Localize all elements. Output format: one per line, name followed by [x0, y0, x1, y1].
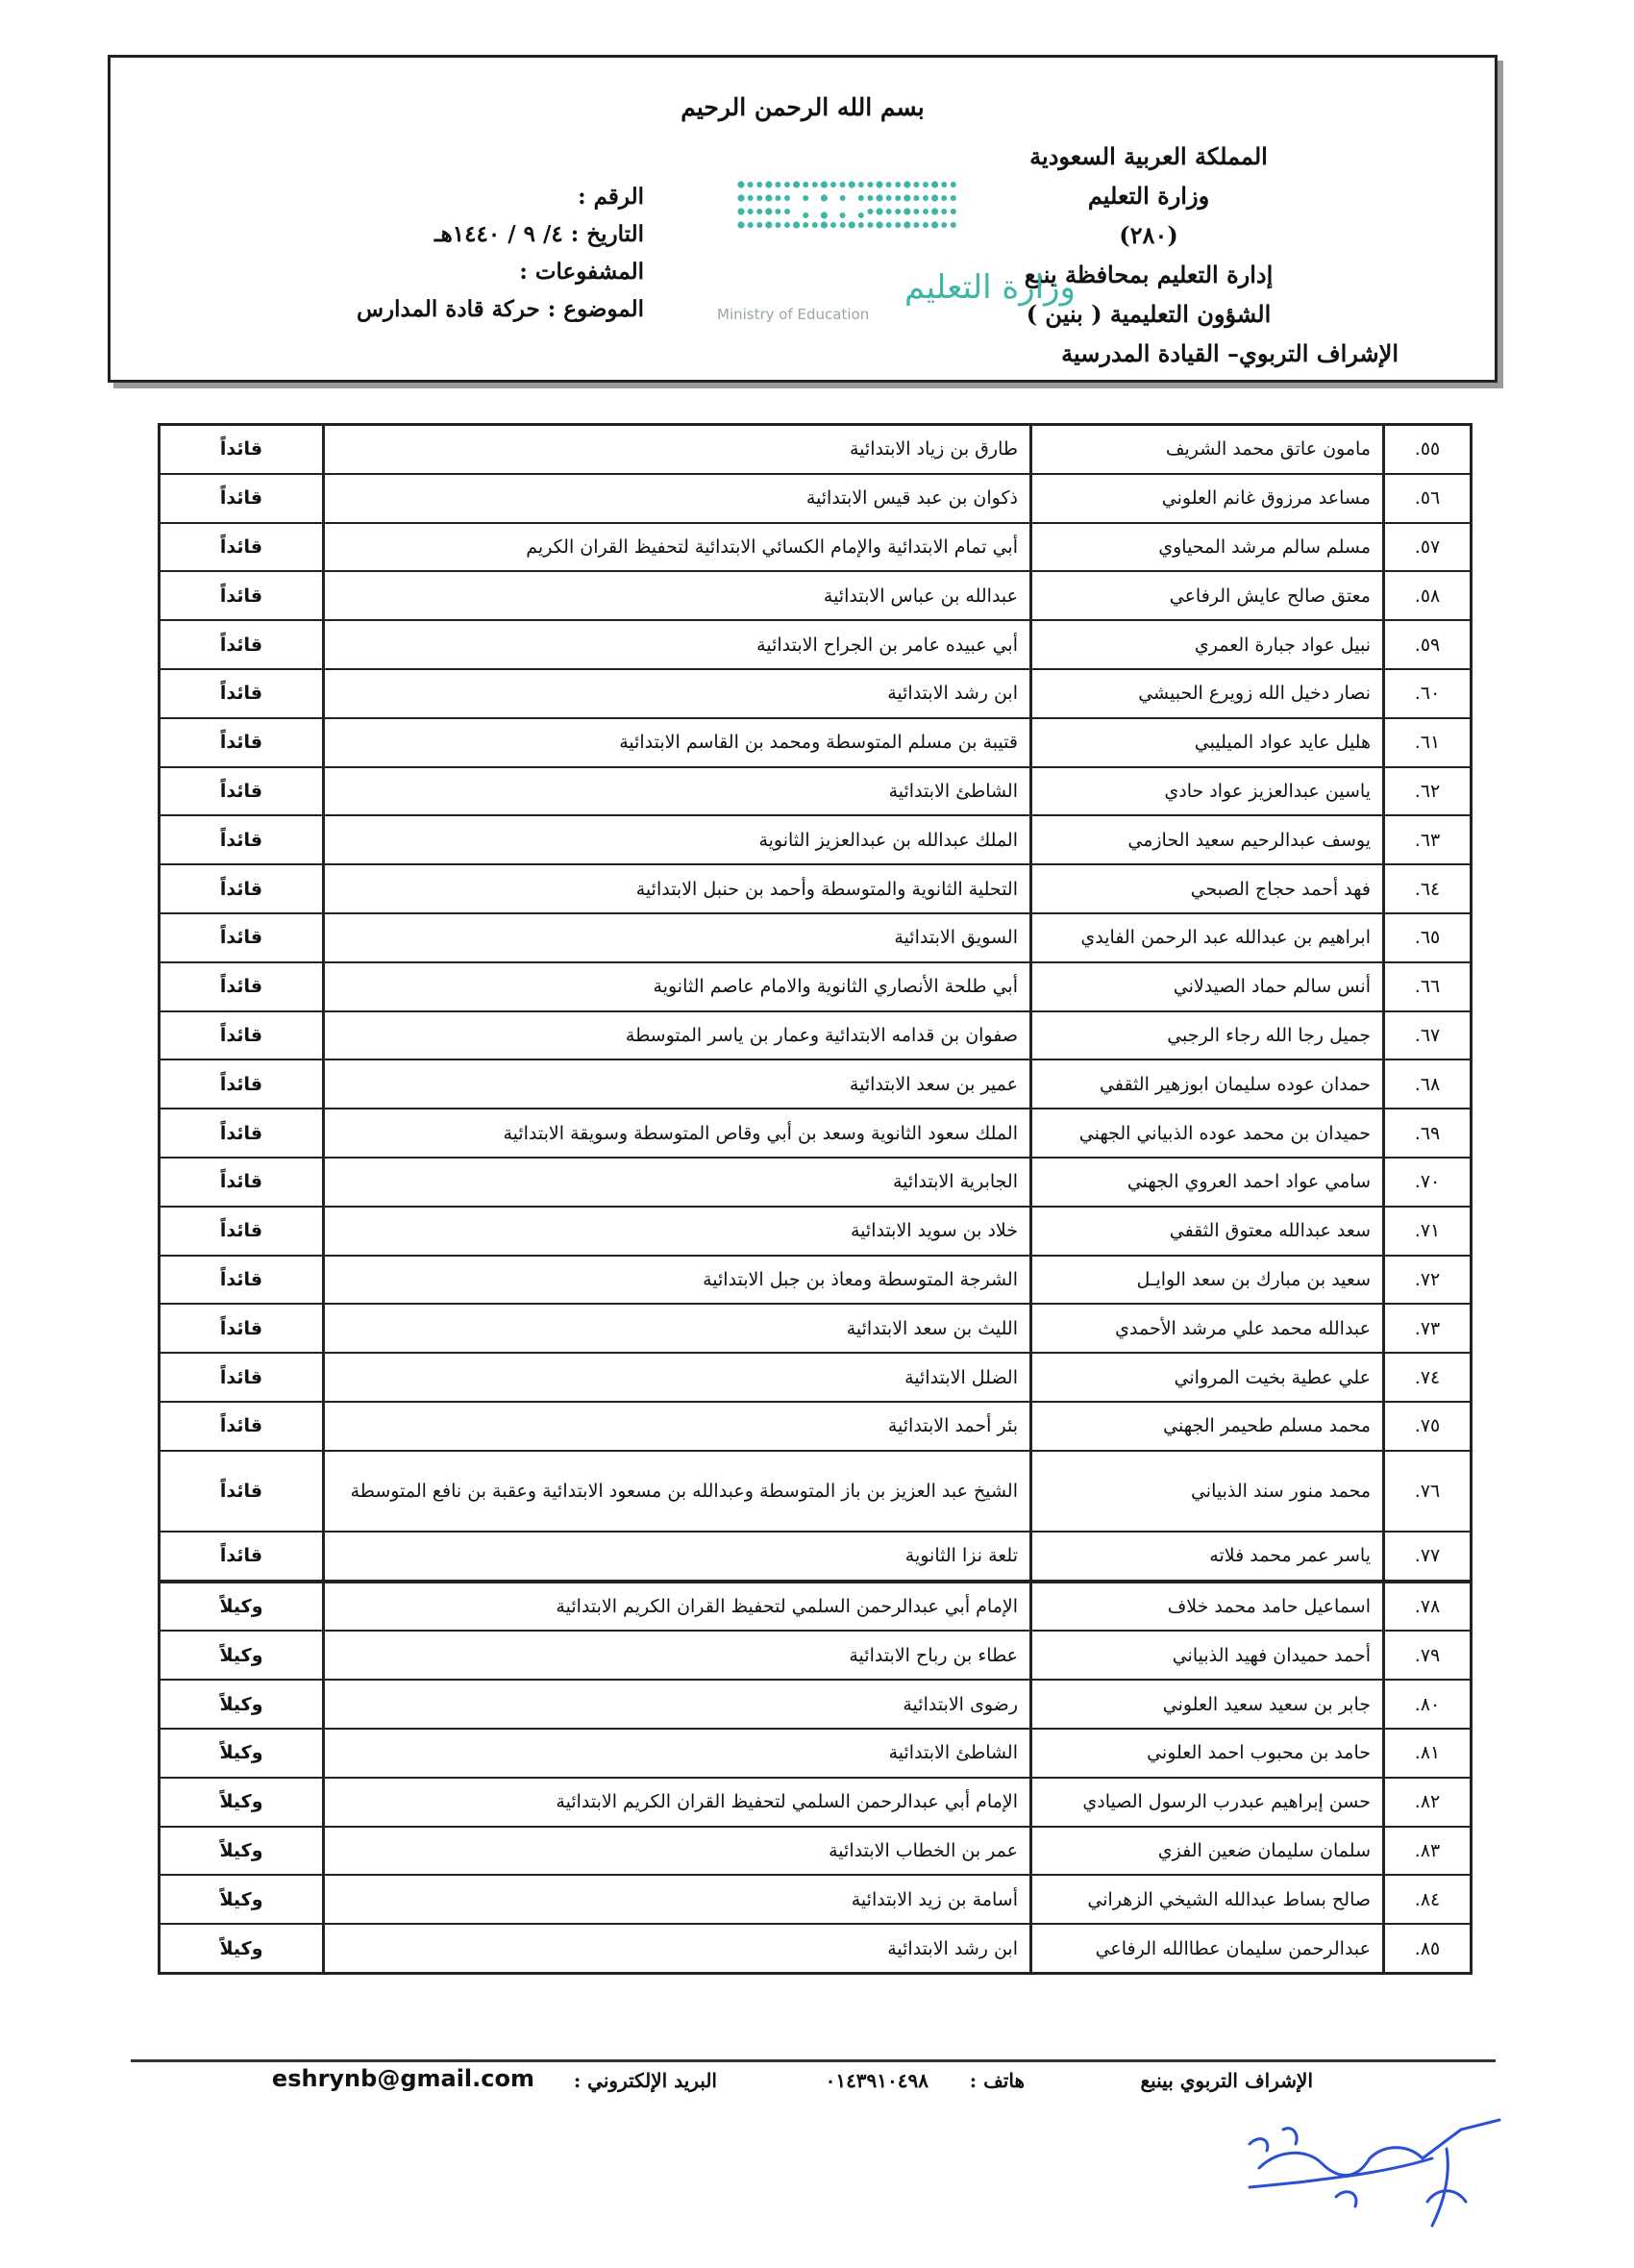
school-name: أبي طلحة الأنصاري الثانوية والامام عاصم الثانوية: [324, 962, 1031, 1011]
ref-attachments: المشفوعات :: [519, 259, 644, 285]
row-number: ٥٥.: [1384, 425, 1472, 474]
leader-name: أحمد حميدان فهيد الذبياني: [1031, 1631, 1384, 1680]
org-line-dept: الإشراف التربوي– القيادة المدرسية: [1061, 339, 1399, 367]
leader-name: أنس سالم حماد الصيدلاني: [1031, 962, 1384, 1011]
leader-name: اسماعيل حامد محمد خلاف: [1031, 1582, 1384, 1632]
leader-name: جابر بن سعيد سعيد العلوني: [1031, 1680, 1384, 1729]
school-name: الملك سعود الثانوية وسعد بن أبي وقاص المتوسطة وسويقة الابتدائية: [324, 1109, 1031, 1158]
table-row: [160, 1680, 1472, 1729]
role: وكيلاً: [160, 1827, 324, 1876]
table-row: [160, 523, 1472, 572]
leader-name: مامون عاتق محمد الشريف: [1031, 425, 1384, 474]
school-name: عمير بن سعد الابتدائية: [324, 1059, 1031, 1109]
role: قائداً: [160, 1207, 324, 1256]
table-row: [160, 962, 1472, 1011]
school-name: أبي عبيده عامر بن الجراح الابتدائية: [324, 620, 1031, 669]
org-line-directorate: إدارة التعليم بمحافظة ينبع: [1024, 261, 1274, 288]
role: قائداً: [160, 1532, 324, 1582]
row-number: ٦٠.: [1384, 669, 1472, 718]
leader-name: محمد مسلم طحيمر الجهني: [1031, 1402, 1384, 1451]
school-name: ابن رشد الابتدائية: [324, 669, 1031, 718]
leader-name: نبيل عواد جبارة العمري: [1031, 620, 1384, 669]
leader-name: معتق صالح عايش الرفاعي: [1031, 571, 1384, 620]
table-row: [160, 815, 1472, 864]
role: وكيلاً: [160, 1680, 324, 1729]
row-number: ٨٣.: [1384, 1827, 1472, 1876]
role: قائداً: [160, 962, 324, 1011]
role: قائداً: [160, 474, 324, 523]
table-row: [160, 767, 1472, 816]
table-row: [160, 1924, 1472, 1973]
school-name: عمر بن الخطاب الابتدائية: [324, 1827, 1031, 1876]
org-line-affairs: الشؤون التعليمية ( بنين ): [1026, 300, 1272, 328]
role: قائداً: [160, 1011, 324, 1060]
role: وكيلاً: [160, 1875, 324, 1924]
role: قائداً: [160, 1158, 324, 1207]
row-number: ٥٨.: [1384, 571, 1472, 620]
logo-arabic: وزارة التعليم: [904, 268, 1076, 307]
handwritten-signature: [1192, 2091, 1509, 2235]
row-number: ٥٧.: [1384, 523, 1472, 572]
ministry-logo: [616, 175, 1076, 323]
school-name: الجابرية الابتدائية: [324, 1158, 1031, 1207]
table-row: [160, 718, 1472, 767]
row-number: ٦٣.: [1384, 815, 1472, 864]
leader-name: عبدالرحمن سليمان عطاالله الرفاعي: [1031, 1924, 1384, 1973]
leader-name: سامي عواد احمد العروي الجهني: [1031, 1158, 1384, 1207]
school-name: خلاد بن سويد الابتدائية: [324, 1207, 1031, 1256]
footer-email[interactable]: eshrynb@gmail.com: [271, 2065, 534, 2092]
role: قائداً: [160, 1451, 324, 1532]
school-name: ابن رشد الابتدائية: [324, 1924, 1031, 1973]
table-row: [160, 1778, 1472, 1827]
row-number: ٦٩.: [1384, 1109, 1472, 1158]
footer-email-label: البريد الإلكتروني :: [573, 2069, 717, 2092]
role: وكيلاً: [160, 1631, 324, 1680]
school-name: الملك عبدالله بن عبدالعزيز الثانوية: [324, 815, 1031, 864]
row-number: ٧٣.: [1384, 1304, 1472, 1353]
ref-number: الرقم :: [578, 184, 644, 210]
footer: [131, 2065, 1313, 2104]
row-number: ٧٠.: [1384, 1158, 1472, 1207]
school-name: تلعة نزا الثانوية: [324, 1532, 1031, 1582]
school-name: الشاطئ الابتدائية: [324, 767, 1031, 816]
logo-dots-icon: [737, 181, 955, 228]
table-row: [160, 474, 1472, 523]
leader-name: يوسف عبدالرحيم سعيد الحازمي: [1031, 815, 1384, 864]
school-name: بئر أحمد الابتدائية: [324, 1402, 1031, 1451]
role: قائداً: [160, 571, 324, 620]
org-line-country: المملكة العربية السعودية: [1029, 142, 1268, 170]
role: قائداً: [160, 913, 324, 962]
leader-name: سعد عبدالله معتوق الثقفي: [1031, 1207, 1384, 1256]
table-row: [160, 571, 1472, 620]
school-name: الضلل الابتدائية: [324, 1353, 1031, 1402]
role: قائداً: [160, 718, 324, 767]
leader-name: ياسر عمر محمد فلاته: [1031, 1532, 1384, 1582]
school-name: الإمام أبي عبدالرحمن السلمي لتحفيظ القران الكريم الابتدائية: [324, 1582, 1031, 1632]
table-row: [160, 1304, 1472, 1353]
role: قائداً: [160, 1304, 324, 1353]
role: قائداً: [160, 1256, 324, 1305]
leaders-table: [158, 423, 1473, 1975]
table-row: [160, 913, 1472, 962]
row-number: ٥٩.: [1384, 620, 1472, 669]
ref-block: [279, 178, 644, 328]
leader-name: فهد أحمد حجاج الصبحي: [1031, 864, 1384, 913]
org-line-code: (٢٨٠): [1119, 221, 1178, 249]
school-name: عبدالله بن عباس الابتدائية: [324, 571, 1031, 620]
school-name: أسامة بن زيد الابتدائية: [324, 1875, 1031, 1924]
row-number: ٦٢.: [1384, 767, 1472, 816]
org-line-ministry: وزارة التعليم: [1087, 182, 1210, 210]
row-number: ٧٦.: [1384, 1451, 1472, 1532]
table-row: [160, 669, 1472, 718]
row-number: ٨٤.: [1384, 1875, 1472, 1924]
logo-english: Ministry of Education: [717, 306, 870, 323]
role: قائداً: [160, 620, 324, 669]
leader-name: محمد منور سند الذبياني: [1031, 1451, 1384, 1532]
school-name: أبي تمام الابتدائية والإمام الكسائي الابتدائية لتحفيظ القران الكريم: [324, 523, 1031, 572]
role: وكيلاً: [160, 1729, 324, 1778]
row-number: ٧٥.: [1384, 1402, 1472, 1451]
school-name: طارق بن زياد الابتدائية: [324, 425, 1031, 474]
row-number: ٨٠.: [1384, 1680, 1472, 1729]
leader-name: حامد بن محبوب احمد العلوني: [1031, 1729, 1384, 1778]
table-row: [160, 1256, 1472, 1305]
role: قائداً: [160, 523, 324, 572]
row-number: ٦٥.: [1384, 913, 1472, 962]
leader-name: ياسين عبدالعزيز عواد حادي: [1031, 767, 1384, 816]
table-row: [160, 1059, 1472, 1109]
table-row: [160, 620, 1472, 669]
leader-name: سلمان سليمان ضعين الفزي: [1031, 1827, 1384, 1876]
row-number: ٨٥.: [1384, 1924, 1472, 1973]
table-row: [160, 1827, 1472, 1876]
role: قائداً: [160, 669, 324, 718]
table-row: [160, 1011, 1472, 1060]
row-number: ٧١.: [1384, 1207, 1472, 1256]
leader-name: سعيد بن مبارك بن سعد الوايـﻞ: [1031, 1256, 1384, 1305]
school-name: الشاطئ الابتدائية: [324, 1729, 1031, 1778]
leader-name: هليل عايد عواد الميليبي: [1031, 718, 1384, 767]
role: قائداً: [160, 1059, 324, 1109]
table-row: [160, 1353, 1472, 1402]
role: قائداً: [160, 815, 324, 864]
leader-name: عبدالله محمد علي مرشد الأحمدي: [1031, 1304, 1384, 1353]
row-number: ٨٢.: [1384, 1778, 1472, 1827]
row-number: ٧٨.: [1384, 1582, 1472, 1632]
table-row: [160, 1875, 1472, 1924]
role: قائداً: [160, 864, 324, 913]
row-number: ٧٧.: [1384, 1532, 1472, 1582]
leader-name: جميل رجا الله رجاء الرجبي: [1031, 1011, 1384, 1060]
leader-name: مسلم سالم مرشد المحياوي: [1031, 523, 1384, 572]
school-name: التحلية الثانوية والمتوسطة وأحمد بن حنبل الابتدائية: [324, 864, 1031, 913]
role: قائداً: [160, 1109, 324, 1158]
school-name: الشرجة المتوسطة ومعاذ بن جبل الابتدائية: [324, 1256, 1031, 1305]
role: قائداً: [160, 1402, 324, 1451]
table-row: [160, 1402, 1472, 1451]
school-name: الإمام أبي عبدالرحمن السلمي لتحفيظ القران الكريم الابتدائية: [324, 1778, 1031, 1827]
role: وكيلاً: [160, 1778, 324, 1827]
table-row: [160, 425, 1472, 474]
role: قائداً: [160, 767, 324, 816]
row-number: ٨١.: [1384, 1729, 1472, 1778]
role: قائداً: [160, 425, 324, 474]
ref-subject: الموضوع : حركة قادة المدارس: [356, 296, 644, 322]
role: وكيلاً: [160, 1582, 324, 1632]
table-row: [160, 1451, 1472, 1532]
row-number: ٧٢.: [1384, 1256, 1472, 1305]
table-row: [160, 864, 1472, 913]
school-name: ذكوان بن عبد قيس الابتدائية: [324, 474, 1031, 523]
footer-supervision: الإشراف التربوي بينبع: [1140, 2069, 1313, 2092]
leader-name: حمدان عوده سليمان ابوزهير الثقفي: [1031, 1059, 1384, 1109]
table-row: [160, 1109, 1472, 1158]
table-row: [160, 1207, 1472, 1256]
table-row: [160, 1158, 1472, 1207]
row-number: ٦٦.: [1384, 962, 1472, 1011]
footer-phone-label: هاتف :: [969, 2069, 1025, 2092]
school-name: السويق الابتدائية: [324, 913, 1031, 962]
school-name: عطاء بن رباح الابتدائية: [324, 1631, 1031, 1680]
leader-name: صالح بساط عبدالله الشيخي الزهراني: [1031, 1875, 1384, 1924]
org-block: [947, 137, 1399, 373]
leader-name: نصار دخيل الله زويرع الحبيشي: [1031, 669, 1384, 718]
role: وكيلاً: [160, 1924, 324, 1973]
school-name: الشيخ عبد العزيز بن باز المتوسطة وعبدالله بن مسعود الابتدائية وعقبة بن نافع المتوسطة: [324, 1451, 1031, 1532]
ref-date: التاريخ : ٤/ ٩ / ١٤٤٠هـ: [433, 221, 644, 247]
table-row: [160, 1729, 1472, 1778]
table-row: [160, 1532, 1472, 1582]
school-name: رضوى الابتدائية: [324, 1680, 1031, 1729]
table-row: [160, 1582, 1472, 1632]
leader-name: علي عطية بخيت المرواني: [1031, 1353, 1384, 1402]
row-number: ٧٤.: [1384, 1353, 1472, 1402]
row-number: ٧٩.: [1384, 1631, 1472, 1680]
basmala: بسم الله الرحمن الرحيم: [681, 93, 925, 121]
school-name: الليث بن سعد الابتدائية: [324, 1304, 1031, 1353]
school-name: قتيبة بن مسلم المتوسطة ومحمد بن القاسم الابتدائية: [324, 718, 1031, 767]
footer-phone: ٠١٤٣٩١٠٤٩٨: [825, 2069, 928, 2092]
row-number: ٦١.: [1384, 718, 1472, 767]
row-number: ٦٤.: [1384, 864, 1472, 913]
row-number: ٦٧.: [1384, 1011, 1472, 1060]
leader-name: مساعد مرزوق غانم العلوني: [1031, 474, 1384, 523]
leader-name: ابراهيم بن عبدالله عبد الرحمن الفايدي: [1031, 913, 1384, 962]
role: قائداً: [160, 1353, 324, 1402]
row-number: ٥٦.: [1384, 474, 1472, 523]
letterhead: [108, 55, 1498, 383]
footer-rule: [131, 2059, 1496, 2062]
row-number: ٦٨.: [1384, 1059, 1472, 1109]
leader-name: حميدان بن محمد عوده الذبياني الجهني: [1031, 1109, 1384, 1158]
table-row: [160, 1631, 1472, 1680]
school-name: صفوان بن قدامه الابتدائية وعمار بن ياسر المتوسطة: [324, 1011, 1031, 1060]
leader-name: حسن إبراهيم عبدرب الرسول الصيادي: [1031, 1778, 1384, 1827]
